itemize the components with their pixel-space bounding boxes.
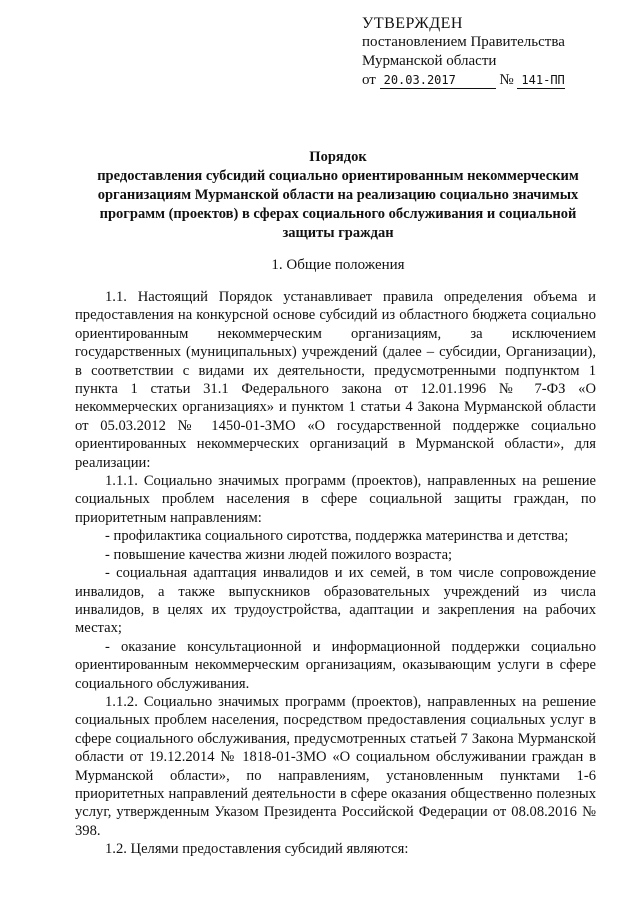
section-heading: 1. Общие положения [271, 257, 405, 273]
document-title [78, 148, 598, 243]
approval-number: 141-ПП [517, 73, 565, 89]
document-body [75, 288, 596, 859]
approval-heading: УТВЕРЖДЕН [362, 15, 463, 32]
approval-line-1: постановлением Правительства [362, 34, 565, 50]
bullet-item: - повышение качества жизни людей пожилого возраста; [105, 546, 453, 563]
approval-line-2: Мурманской области [362, 53, 497, 69]
paragraph-1-1-2: 1.1.2. Социально значимых программ (проектов), направленных на решение социальных проблем населения, посредством предоставления социальных услуг в сфере социального обслуживания, предусмотренных статьей 7 Закона Мурманской области от 19.12.2014 № 1818-01-ЗМО «О социальном обслуживании граждан в Мурманской области», по направлениям, установленным пунктами 1-6 приоритетных направлений деятельности в сфере оказания общественно полезных услуг, утвержденным Указом Президента Российской Федерации от 08.08.2016 № 398. [75, 693, 596, 839]
approval-date-row [362, 71, 565, 90]
document-title-text: предоставления субсидий социально ориентированным некоммерческим организациям Мурманской области на реализацию социально значимых программ (проектов) в сферах социального обслуживания и социальной защиты граждан [97, 168, 579, 241]
paragraph-1-1-1: 1.1.1. Социально значимых программ (проектов), направленных на решение социальных проблем населения в сфере социальной защиты граждан, по приоритетным направлениям: [75, 473, 596, 526]
approval-number-label: № [499, 72, 514, 88]
bullet-item: - оказание консультационной и информационной поддержки социально ориентированным некоммерческим организациям, оказывающим услуги в сфере социального обслуживания. [75, 638, 596, 692]
bullet-item: - социальная адаптация инвалидов и их семей, в том числе сопровождение инвалидов, а также выпускников образовательных учреждений из числа инвалидов, в целях их трудоустройства, адаптации и закрепления на рабочих местах; [75, 565, 596, 637]
bullet-item: - профилактика социального сиротства, поддержка материнства и детства; [105, 528, 569, 545]
approval-stamp [362, 14, 565, 90]
paragraph-1-1: 1.1. Настоящий Порядок устанавливает правила определения объема и предоставления на конкурсной основе субсидий из областного бюджета социально ориентированным некоммерческим организациям, за исключением государственных (муниципальных) учреждений (далее – субсидии, Организации), в соответствии с видами их деятельности, предусмотренными подпунктом 1 пункта 1 статьи 31.1 Федерального закона от 12.01.1996 № 7-ФЗ «О некоммерческих организациях» и пунктом 1 статьи 4 Закона Мурманской области от 05.03.2012 № 1450-01-ЗМО «О государственной поддержке социально ориентированных некоммерческих организаций в Мурманской области», для реализации: [75, 289, 596, 471]
paragraph-1-2: 1.2. Целями предоставления субсидий являются: [105, 841, 409, 858]
approval-date: 20.03.2017 [380, 73, 496, 89]
document-title-word: Порядок [309, 149, 367, 165]
approval-from-label: от [362, 72, 376, 88]
